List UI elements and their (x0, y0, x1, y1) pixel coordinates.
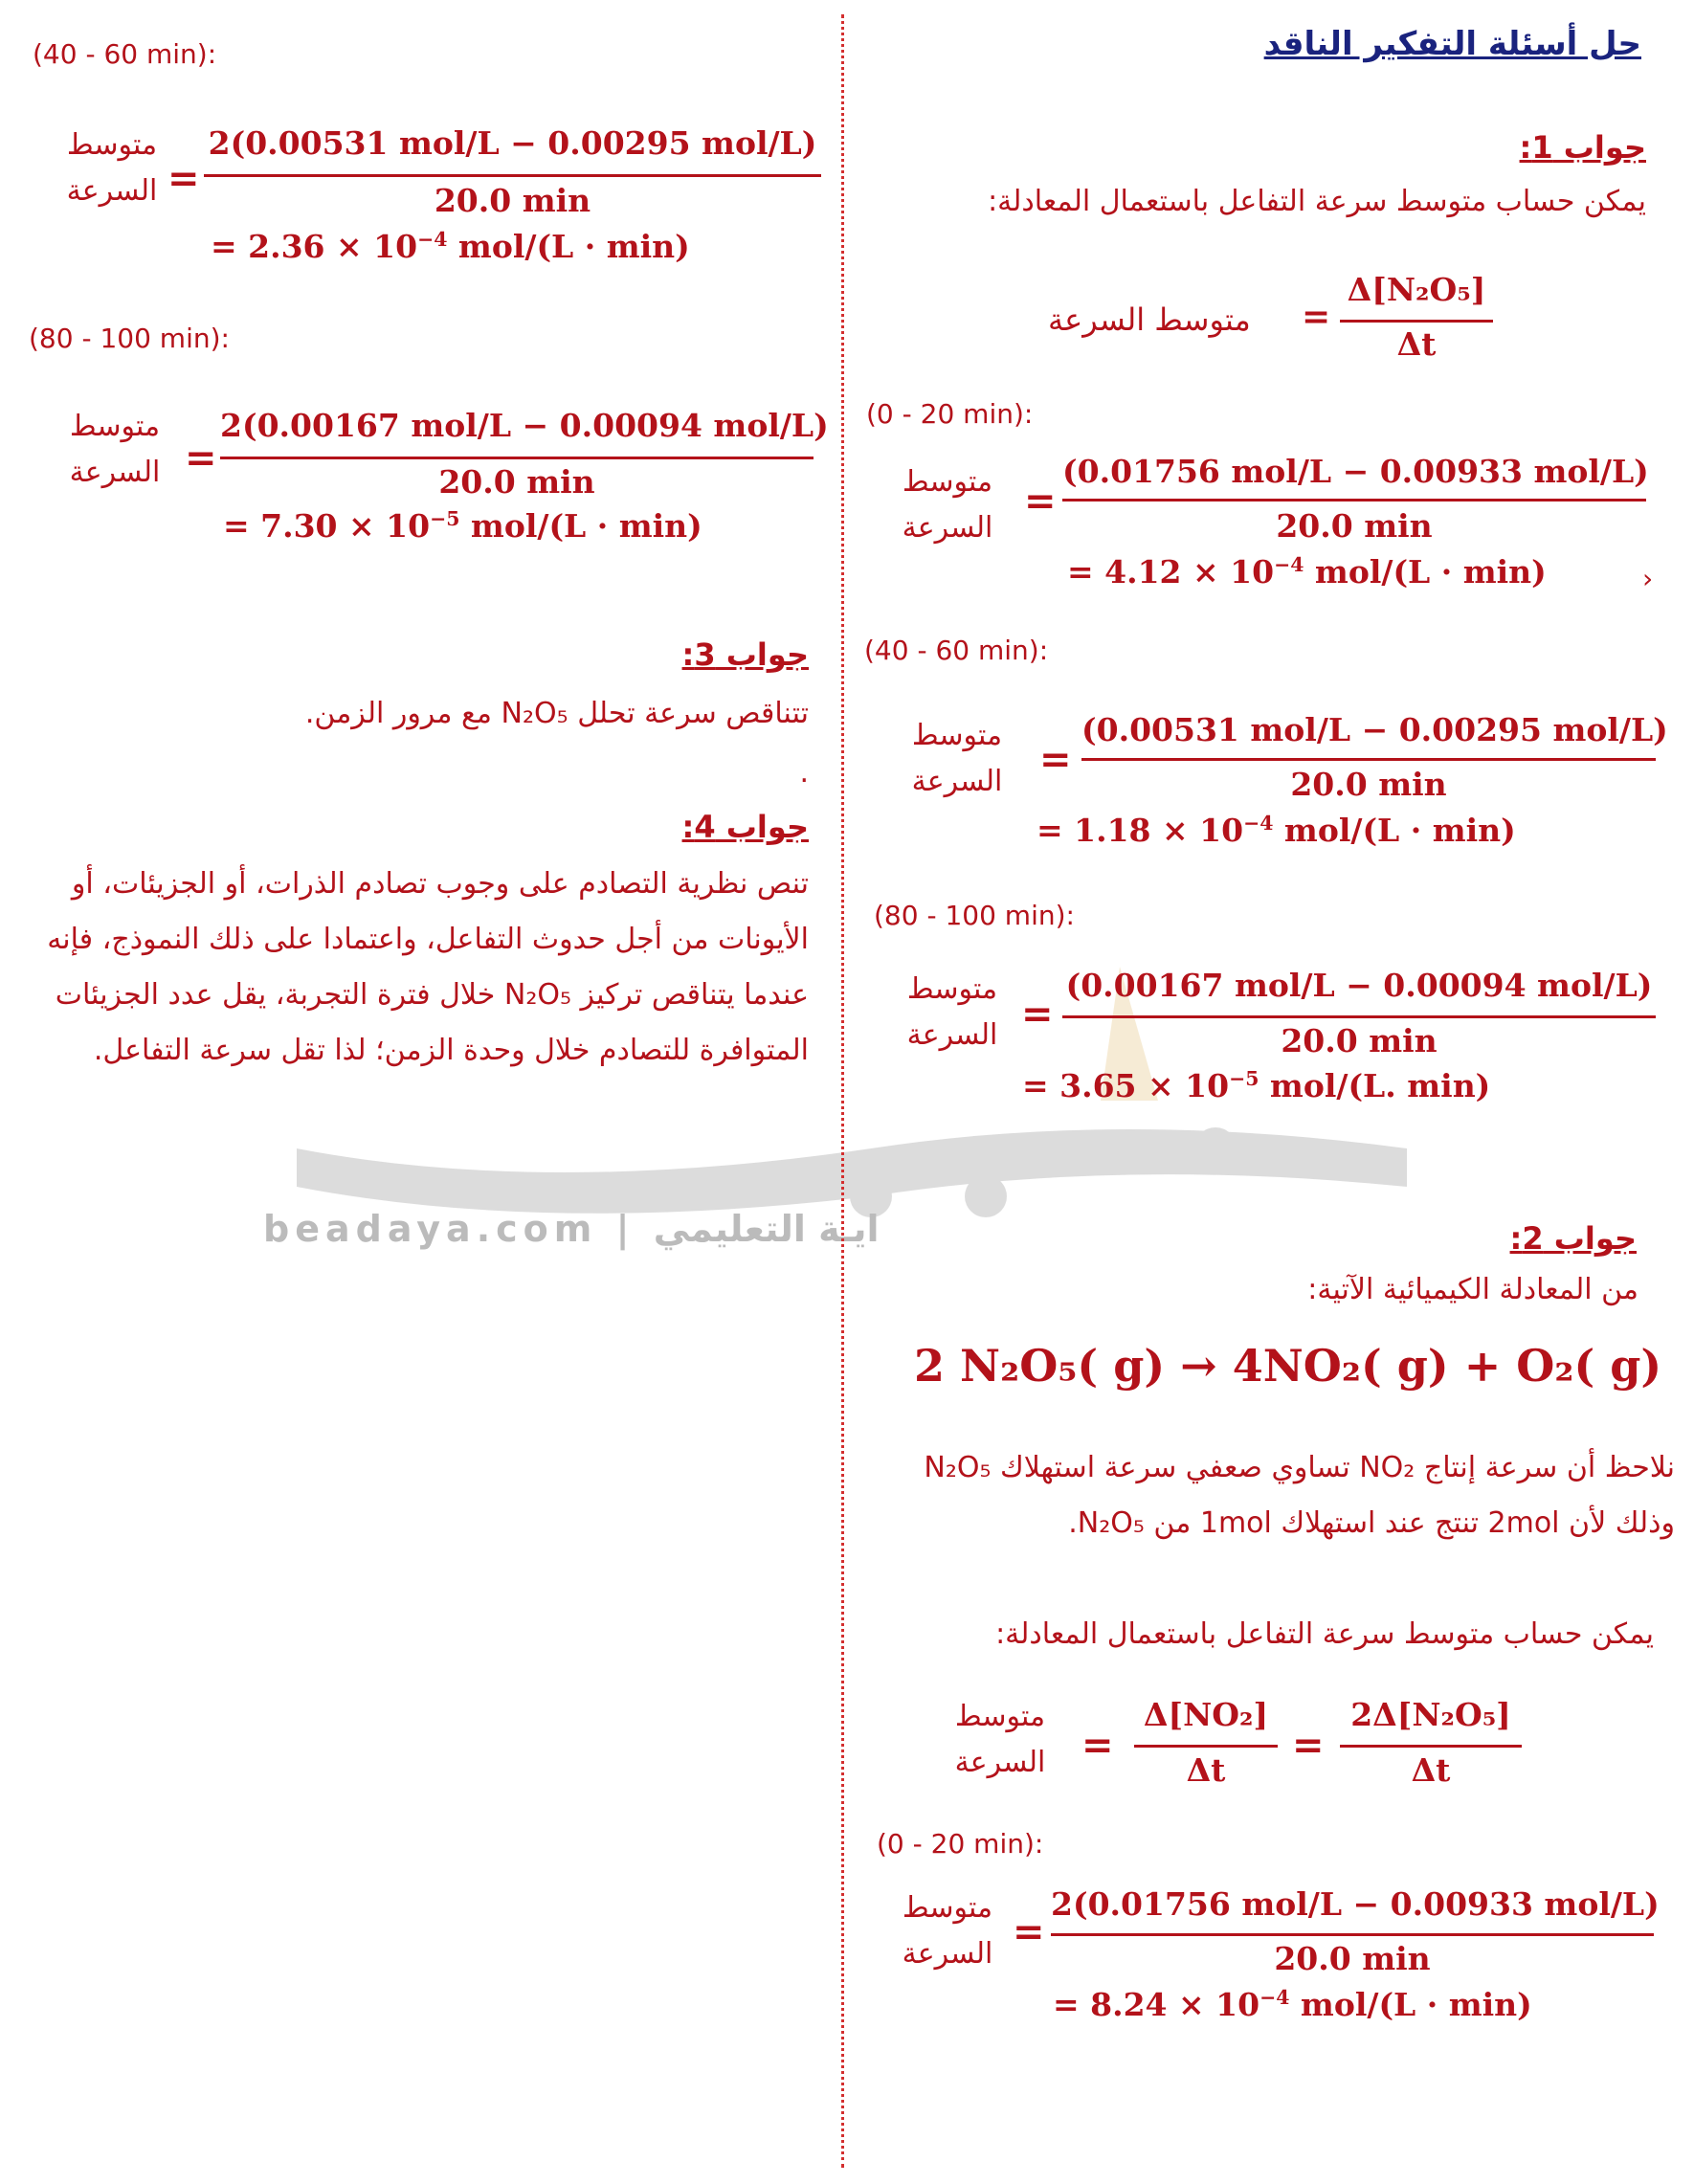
answer1-intro: يمكن حساب متوسط سرعة التفاعل باستعمال المعادلة: (988, 185, 1646, 218)
answer1-calc1-interval: (0 - 20 min): (866, 398, 1034, 430)
answer1-calc3-result: = $3.65 \times 10^{-5}$ mol/(L. min) (1022, 1067, 1491, 1104)
answer2-calc1-denominator: 20.0 min (1274, 1940, 1431, 1977)
answer1-calc3-eq: = (1021, 992, 1054, 1036)
answer2-formula-eq1: = (1081, 1723, 1114, 1768)
answer3-text: تتناقص سرعة تحلل N₂O₅ مع مرور الزمن. (304, 697, 809, 730)
page-title: حل أسئلة التفكير الناقد (1263, 25, 1641, 63)
answer2-calc2-line (204, 174, 821, 177)
answer2-calc3-eq: = (185, 435, 217, 480)
answer2-paragraph: نلاحظ أن سرعة إنتاج NO₂ تساوي صعفي سرعة استهلاك N₂O₅ وذلك لأن 2mol تنتج عند استهلاك 1mol من N₂O₅. (924, 1451, 1675, 1540)
answer3-dot: . (799, 756, 809, 790)
answer1-calc3-denominator: 20.0 min (1281, 1022, 1438, 1059)
answer1-calc1-line (1062, 499, 1646, 501)
answer2-calc1-numerator: 2(0.01756 mol/L − 0.00933 mol/L) (1051, 1885, 1660, 1923)
answer2-calc1-line (1051, 1933, 1654, 1936)
answer2-formula2-numerator: 2Δ[N₂O₅] (1350, 1696, 1511, 1733)
answer4-label: جواب 4: (681, 809, 809, 845)
answer2-formula-eq2: = (1292, 1723, 1325, 1768)
answer2-intro2: يمكن حساب متوسط سرعة التفاعل باستعمال المعادلة: (995, 1617, 1654, 1651)
answer1-label: جواب 1: (1519, 129, 1646, 166)
answer2-rate-label: متوسط السرعة (954, 1700, 1046, 1779)
answer1-calc2-label: متوسط السرعة (911, 719, 1003, 798)
answer2-calc3-numerator: 2(0.00167 mol/L − 0.00094 mol/L) (220, 407, 829, 444)
answer1-calc2-interval: (40 - 60 min): (864, 635, 1049, 666)
answer2-formula2-denominator: Δt (1411, 1751, 1451, 1789)
answer1-calc2-denominator: 20.0 min (1290, 766, 1447, 803)
answer1-formula-numerator: Δ[N₂O₅] (1347, 271, 1486, 308)
answer1-calc2-line (1081, 758, 1656, 761)
answer1-calc1-label: متوسط السرعة (902, 465, 993, 545)
answer1-eq-sign: = (1302, 297, 1331, 337)
stray-mark: › (1642, 563, 1654, 594)
answer2-intro: من المعادلة الكيميائية الآتية: (1307, 1273, 1638, 1306)
answer1-calc3-line (1062, 1015, 1656, 1018)
answer1-calc2-result: = $1.18 \times 10^{-4}$ mol/(L · min) (1036, 812, 1516, 849)
answer1-calc3-label: متوسط السرعة (906, 972, 998, 1052)
answer1-calc1-denominator: 20.0 min (1276, 507, 1433, 545)
column-divider (841, 14, 844, 2168)
answer1-formula-denominator: Δt (1396, 325, 1437, 363)
answer2-calc1-label: متوسط السرعة (902, 1891, 993, 1971)
answer2-calc1-result: = $8.24 \times 10^{-4}$ mol/(L · min) (1053, 1986, 1532, 2023)
answer2-reaction: 2 N₂O₅( g) → 4NO₂( g) + O₂( g) (914, 1340, 1662, 1392)
answer1-calc1-numerator: (0.01756 mol/L − 0.00933 mol/L) (1062, 453, 1649, 490)
answer1-calc2-numerator: (0.00531 mol/L − 0.00295 mol/L) (1081, 711, 1668, 748)
answer2-formula1-line (1134, 1745, 1278, 1748)
answer2-calc3-denominator: 20.0 min (438, 463, 595, 501)
watermark-text: beadaya.com | ايـة التعليمي (263, 1208, 880, 1250)
answer2-calc1-interval: (0 - 20 min): (877, 1828, 1044, 1860)
answer3-label: جواب 3: (681, 636, 809, 673)
answer1-calc2-eq: = (1039, 737, 1072, 782)
answer2-formula2-line (1340, 1745, 1522, 1748)
answer1-calc3-numerator: (0.00167 mol/L − 0.00094 mol/L) (1065, 967, 1653, 1004)
answer2-calc2-result: = $2.36 \times 10^{-4}$ mol/(L · min) (211, 228, 690, 265)
answer2-formula1-numerator: Δ[NO₂] (1143, 1696, 1269, 1733)
answer1-formula-line (1340, 320, 1493, 323)
answer2-calc2-label: متوسط السرعة (66, 128, 158, 208)
answer1-rate-label: متوسط السرعة (1048, 301, 1251, 338)
answer2-calc2-eq: = (167, 156, 200, 201)
answer2-label: جواب 2: (1509, 1220, 1637, 1257)
answer2-calc2-numerator: 2(0.00531 mol/L − 0.00295 mol/L) (208, 124, 817, 162)
answer2-calc2-denominator: 20.0 min (434, 182, 591, 219)
answer1-calc1-eq: = (1024, 479, 1057, 524)
answer2-calc3-line (220, 457, 814, 459)
answer2-calc3-result: = $7.30 \times 10^{-5}$ mol/(L · min) (223, 507, 702, 545)
answer2-calc3-interval: (80 - 100 min): (29, 323, 230, 354)
answer2-calc2-interval: (40 - 60 min): (33, 38, 217, 70)
answer2-calc1-eq: = (1013, 1909, 1045, 1954)
answer2-calc3-label: متوسط السرعة (69, 410, 161, 489)
answer1-calc3-interval: (80 - 100 min): (874, 900, 1075, 931)
answer2-formula1-denominator: Δt (1186, 1751, 1226, 1789)
answer1-calc1-result: = $4.12 \times 10^{-4}$ mol/(L · min) (1067, 553, 1547, 591)
answer4-text: تنص نظرية التصادم على وجوب تصادم الذرات، أو الجزيئات، أو الأيونات من أجل حدوث التفاعل، واعتمادا على ذلك النموذج، فإنه عندما يتناقص تركيز N₂O₅ خلال فترة التجربة، يقل عدد الجزيئات المتوافرة للتصادم خلال وحدة الزمن؛ لذا تقل سرعة التفاعل. (47, 867, 809, 1067)
